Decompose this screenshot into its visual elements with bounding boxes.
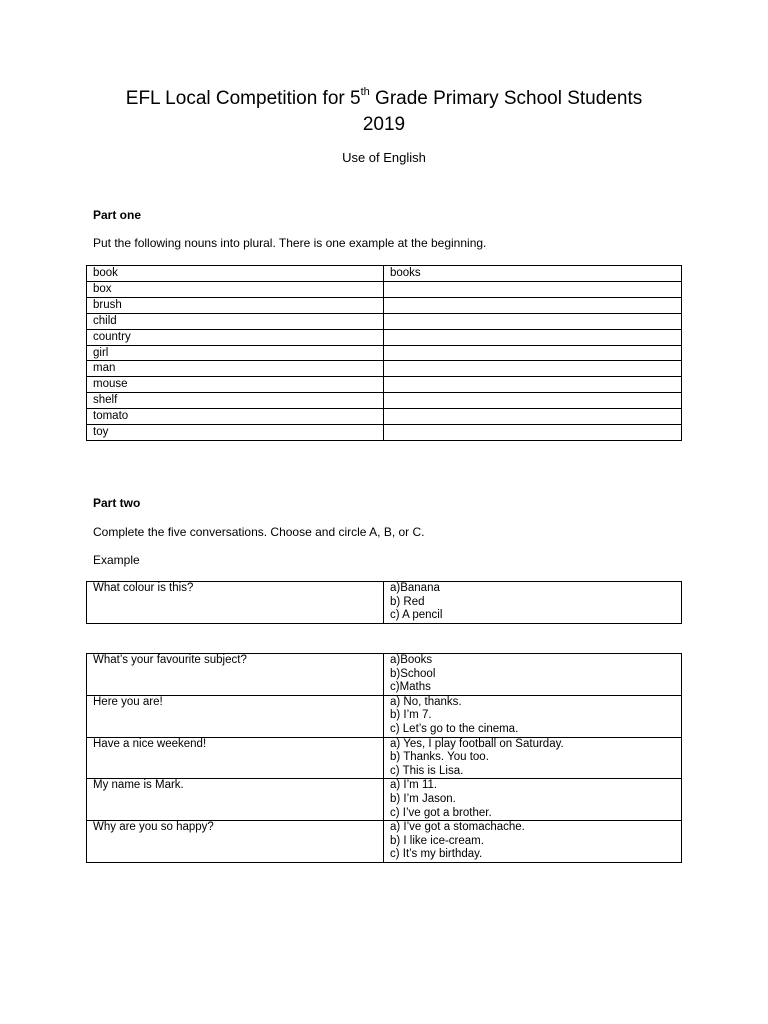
conversation-options	[384, 695, 682, 737]
plural-answer-cell[interactable]	[384, 313, 682, 329]
table-row	[87, 361, 682, 377]
answer-option-b[interactable]: b)School	[390, 667, 436, 680]
part-two-instruction: Complete the five conversations. Choose and circle A, B, or C.	[93, 525, 425, 539]
answer-option-a[interactable]: a) Yes, I play football on Saturday.	[390, 737, 564, 750]
title-prefix: EFL Local Competition for 5	[125, 88, 361, 109]
table-row	[87, 425, 682, 441]
title-suffix: Grade Primary School Students	[369, 88, 643, 109]
title-superscript: th	[360, 85, 370, 98]
answer-option-b[interactable]: b) I’m Jason.	[390, 792, 456, 805]
table-row	[87, 821, 682, 863]
noun-cell: country	[87, 329, 384, 345]
plural-nouns-table	[86, 265, 682, 441]
document-title	[0, 86, 768, 138]
table-row	[87, 377, 682, 393]
answer-option-a[interactable]: a) I’ve got a stomachache.	[390, 821, 525, 834]
table-row	[87, 695, 682, 737]
table-row	[87, 297, 682, 313]
example-option-b: b) Red	[390, 595, 425, 608]
example-row	[87, 582, 682, 624]
plural-answer-cell[interactable]	[384, 361, 682, 377]
table-row	[87, 329, 682, 345]
noun-cell: tomato	[87, 409, 384, 425]
noun-cell: child	[87, 313, 384, 329]
example-options	[384, 582, 682, 624]
conversation-question: My name is Mark.	[87, 779, 384, 821]
noun-cell: man	[87, 361, 384, 377]
conversation-question: Here you are!	[87, 695, 384, 737]
plural-answer-cell[interactable]	[384, 409, 682, 425]
part-one-heading: Part one	[93, 208, 142, 222]
plural-answer-cell[interactable]	[384, 345, 682, 361]
table-row	[87, 409, 682, 425]
table-row	[87, 737, 682, 779]
document-subtitle: Use of English	[342, 150, 426, 165]
noun-cell: shelf	[87, 393, 384, 409]
example-option-c: c) A pencil	[390, 609, 443, 622]
part-two-heading: Part two	[93, 496, 141, 510]
example-option-a: a)Banana	[390, 582, 440, 594]
answer-option-c[interactable]: c)Maths	[390, 681, 431, 694]
answer-option-c[interactable]: c) This is Lisa.	[390, 764, 464, 777]
example-label: Example	[93, 553, 140, 567]
table-row	[87, 266, 682, 282]
plural-answer-cell[interactable]: books	[384, 266, 682, 282]
plural-answer-cell[interactable]	[384, 281, 682, 297]
table-row	[87, 313, 682, 329]
table-row	[87, 345, 682, 361]
example-table	[86, 581, 682, 624]
part-one-instruction: Put the following nouns into plural. There is one example at the beginning.	[93, 236, 487, 250]
noun-cell: toy	[87, 425, 384, 441]
table-row	[87, 281, 682, 297]
plural-answer-cell[interactable]	[384, 393, 682, 409]
conversation-options	[384, 737, 682, 779]
conversation-options	[384, 779, 682, 821]
answer-option-c[interactable]: c) Let’s go to the cinema.	[390, 722, 519, 735]
answer-option-a[interactable]: a) I’m 11.	[390, 779, 438, 792]
noun-cell: book	[87, 266, 384, 282]
plural-answer-cell[interactable]	[384, 297, 682, 313]
table-row	[87, 779, 682, 821]
noun-cell: brush	[87, 297, 384, 313]
noun-cell: mouse	[87, 377, 384, 393]
example-question: What colour is this?	[87, 582, 384, 624]
conversation-question: What’s your favourite subject?	[87, 654, 384, 696]
answer-option-b[interactable]: b) Thanks. You too.	[390, 751, 489, 764]
answer-option-c[interactable]: c) It’s my birthday.	[390, 848, 483, 861]
conversation-question: Have a nice weekend!	[87, 737, 384, 779]
answer-option-a[interactable]: a)Books	[390, 654, 433, 666]
plural-answer-cell[interactable]	[384, 425, 682, 441]
conversations-table	[86, 653, 682, 863]
title-year: 2019	[362, 114, 406, 135]
noun-cell: girl	[87, 345, 384, 361]
answer-option-a[interactable]: a) No, thanks.	[390, 695, 462, 708]
conversation-options	[384, 821, 682, 863]
plural-answer-cell[interactable]	[384, 377, 682, 393]
conversation-options	[384, 654, 682, 696]
table-row	[87, 393, 682, 409]
answer-option-b[interactable]: b) I like ice-cream.	[390, 834, 484, 847]
answer-option-b[interactable]: b) I’m 7.	[390, 709, 432, 722]
conversation-question: Why are you so happy?	[87, 821, 384, 863]
answer-option-c[interactable]: c) I’ve got a brother.	[390, 806, 492, 819]
table-row	[87, 654, 682, 696]
noun-cell: box	[87, 281, 384, 297]
plural-answer-cell[interactable]	[384, 329, 682, 345]
